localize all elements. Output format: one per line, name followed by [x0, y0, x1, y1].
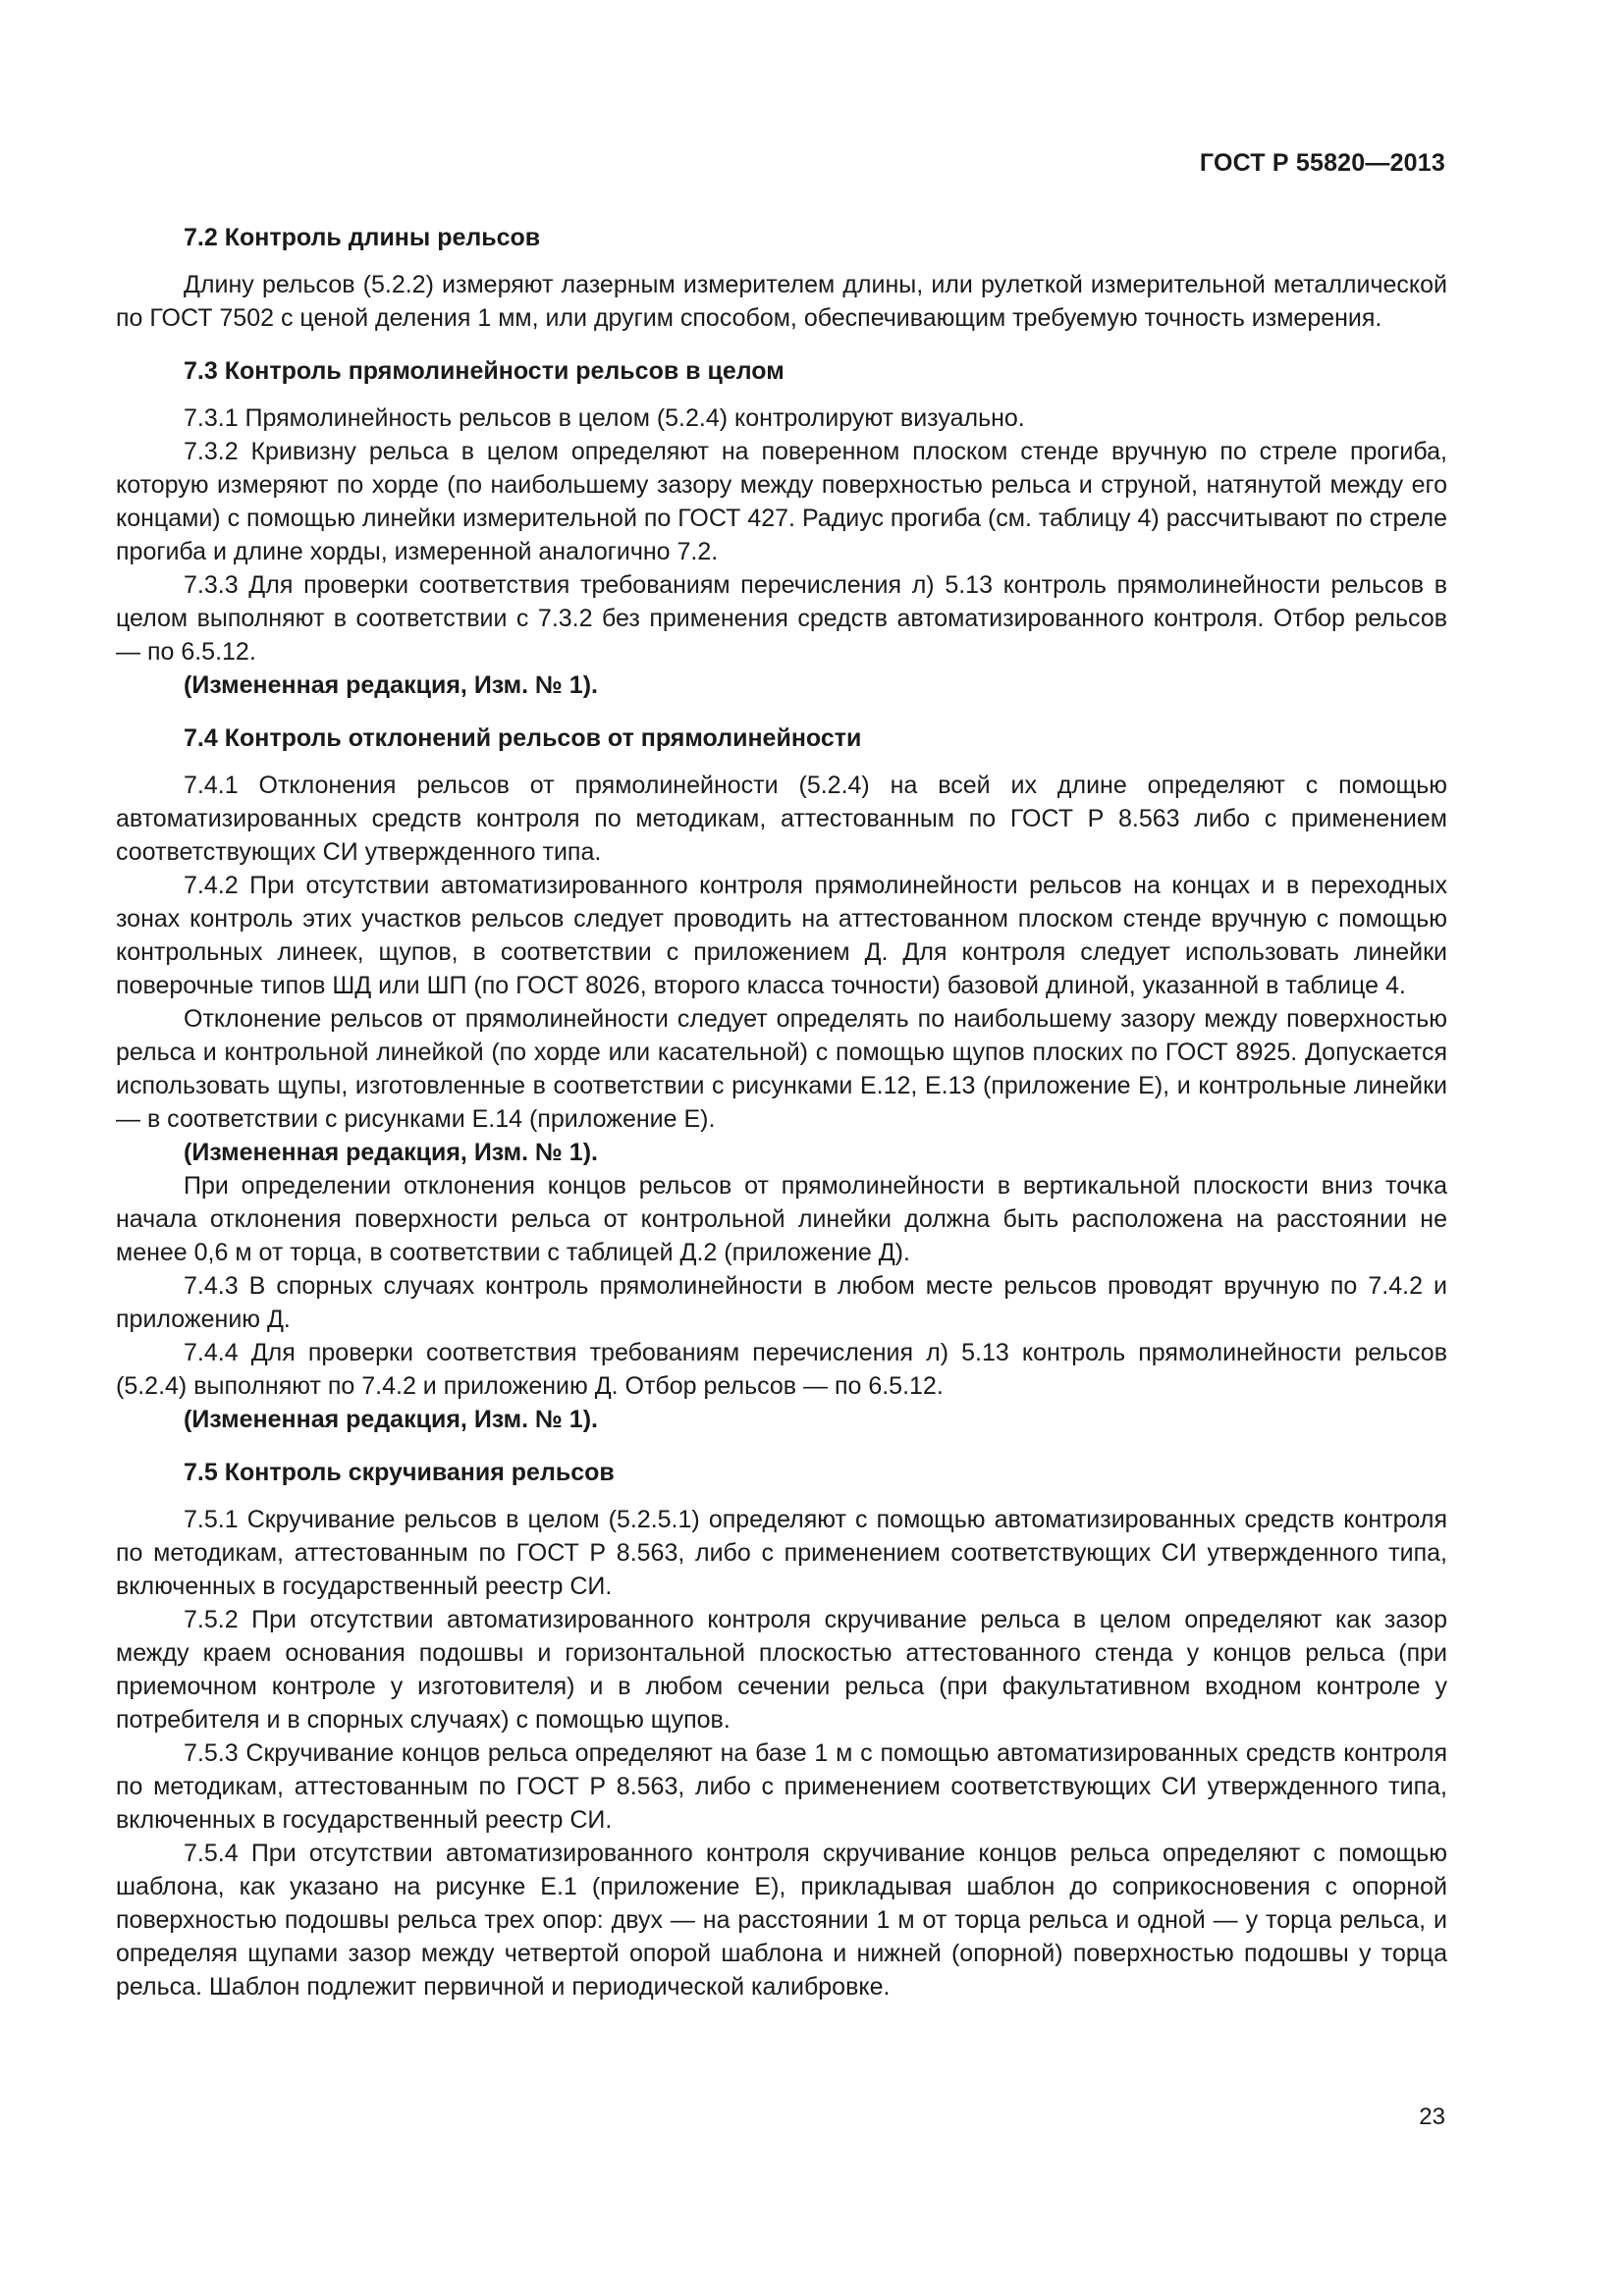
- amendment-note: (Измененная редакция, Изм. № 1).: [184, 1139, 598, 1166]
- paragraph: 7.4.4 Для проверки соответствия требованиям перечисления л) 5.13 контроль прямолинейности рельсов (5.2.4) выполняют по 7.4.2 и приложению Д. Отбор рельсов — по 6.5.12.: [116, 1339, 1447, 1400]
- paragraph: 7.4.2 При отсутствии автоматизированного контроля прямолинейности рельсов на концах и в переходных зонах контроль этих участков рельсов следует проводить на аттестованном плоском стенде вручную с помощью контрольных линеек, щупов, в соответствии с приложением Д. Для контроля следует использовать линейки поверочные типов ШД или ШП (по ГОСТ 8026, второго класса точности) базовой длиной, указанной в таблице 4.: [116, 872, 1447, 999]
- paragraph: 7.5.4 При отсутствии автоматизированного контроля скручивание концов рельса определяют с помощью шаблона, как указано на рисунке Е.1 (приложение Е), прикладывая шаблон до соприкосновения с опорной поверхностью подошвы рельса трех опор: двух — на расстоянии 1 м от торца рельса и одной — у торца рельса, и определяя щупами зазор между четвертой опорой шаблона и нижней (опорной) поверхностью подошвы у торца рельса. Шаблон подлежит первичной и периодической калибровке.: [116, 1840, 1447, 2001]
- document-standard-number: ГОСТ Р 55820—2013: [1199, 149, 1445, 177]
- paragraph: 7.3.3 Для проверки соответствия требованиям перечисления л) 5.13 контроль прямолинейности рельсов в целом выполняют в соответствии с 7.3.2 без применения средств автоматизированного контроля. Отбор рельсов — по 6.5.12.: [116, 571, 1447, 666]
- page-number: 23: [1419, 2104, 1445, 2130]
- section-heading: 7.2 Контроль длины рельсов: [184, 224, 541, 251]
- section-7-4: [116, 721, 1447, 1436]
- paragraph: Длину рельсов (5.2.2) измеряют лазерным измерителем длины, или рулеткой измерительной металлической по ГОСТ 7502 с ценой деления 1 мм, или другим способом, обеспечивающим требуемую точность измерения.: [116, 271, 1447, 332]
- paragraph: Отклонение рельсов от прямолинейности следует определять по наибольшему зазору между поверхностью рельса и контрольной линейкой (по хорде или касательной) с помощью щупов плоских по ГОСТ 8925. Допускается использовать щупы, изготовленные в соответствии с рисунками Е.12, Е.13 (приложение Е), и контрольные линейки — в соответствии с рисунками Е.14 (приложение Е).: [116, 1005, 1447, 1133]
- section-heading: 7.4 Контроль отклонений рельсов от прямолинейности: [184, 724, 862, 752]
- paragraph: При определении отклонения концов рельсов от прямолинейности в вертикальной плоскости вниз точка начала отклонения поверхности рельса от контрольной линейки должна быть расположена на расстоянии не менее 0,6 м от торца, в соответствии с таблицей Д.2 (приложение Д).: [116, 1172, 1447, 1266]
- paragraph: 7.5.3 Скручивание концов рельса определяют на базе 1 м с помощью автоматизированных средств контроля по методикам, аттестованным по ГОСТ Р 8.563, либо с применением соответствующих СИ утвержденного типа, включенных в государственный реестр СИ.: [116, 1739, 1447, 1834]
- section-heading: 7.3 Контроль прямолинейности рельсов в целом: [184, 357, 785, 385]
- section-7-2: [116, 221, 1447, 335]
- paragraph: 7.3.2 Кривизну рельса в целом определяют на поверенном плоском стенде вручную по стреле прогиба, которую измеряют по хорде (по наибольшему зазору между поверхностью рельса и струной, натянутой между его концами) с помощью линейки измерительной по ГОСТ 427. Радиус прогиба (см. таблицу 4) рассчитывают по стреле прогиба и длине хорды, измеренной аналогично 7.2.: [116, 438, 1447, 565]
- section-7-3: [116, 354, 1447, 702]
- paragraph: 7.5.1 Скручивание рельсов в целом (5.2.5.1) определяют с помощью автоматизированных средств контроля по методикам, аттестованным по ГОСТ Р 8.563, либо с применением соответствующих СИ утвержденного типа, включенных в государственный реестр СИ.: [116, 1506, 1447, 1600]
- section-heading: 7.5 Контроль скручивания рельсов: [184, 1459, 615, 1486]
- section-7-5: [116, 1456, 1447, 2003]
- paragraph: 7.4.1 Отклонения рельсов от прямолинейности (5.2.4) на всей их длине определяют с помощью автоматизированных средств контроля по методикам, аттестованным по ГОСТ Р 8.563 либо с применением соответствующих СИ утвержденного типа.: [116, 772, 1447, 866]
- paragraph: 7.4.3 В спорных случаях контроль прямолинейности в любом месте рельсов проводят вручную по 7.4.2 и приложению Д.: [116, 1272, 1447, 1333]
- amendment-note: (Измененная редакция, Изм. № 1).: [184, 671, 598, 699]
- paragraph: 7.3.1 Прямолинейность рельсов в целом (5.2.4) контролируют визуально.: [184, 404, 1025, 432]
- paragraph: 7.5.2 При отсутствии автоматизированного контроля скручивание рельса в целом определяют как зазор между краем основания подошвы и горизонтальной плоскостью аттестованного стенда у концов рельса (при приемочном контроле у изготовителя) и в любом сечении рельса (при факультативном входном контроле у потребителя и в спорных случаях) с помощью щупов.: [116, 1606, 1447, 1734]
- amendment-note: (Измененная редакция, Изм. № 1).: [184, 1406, 598, 1433]
- document-body: [116, 221, 1447, 2003]
